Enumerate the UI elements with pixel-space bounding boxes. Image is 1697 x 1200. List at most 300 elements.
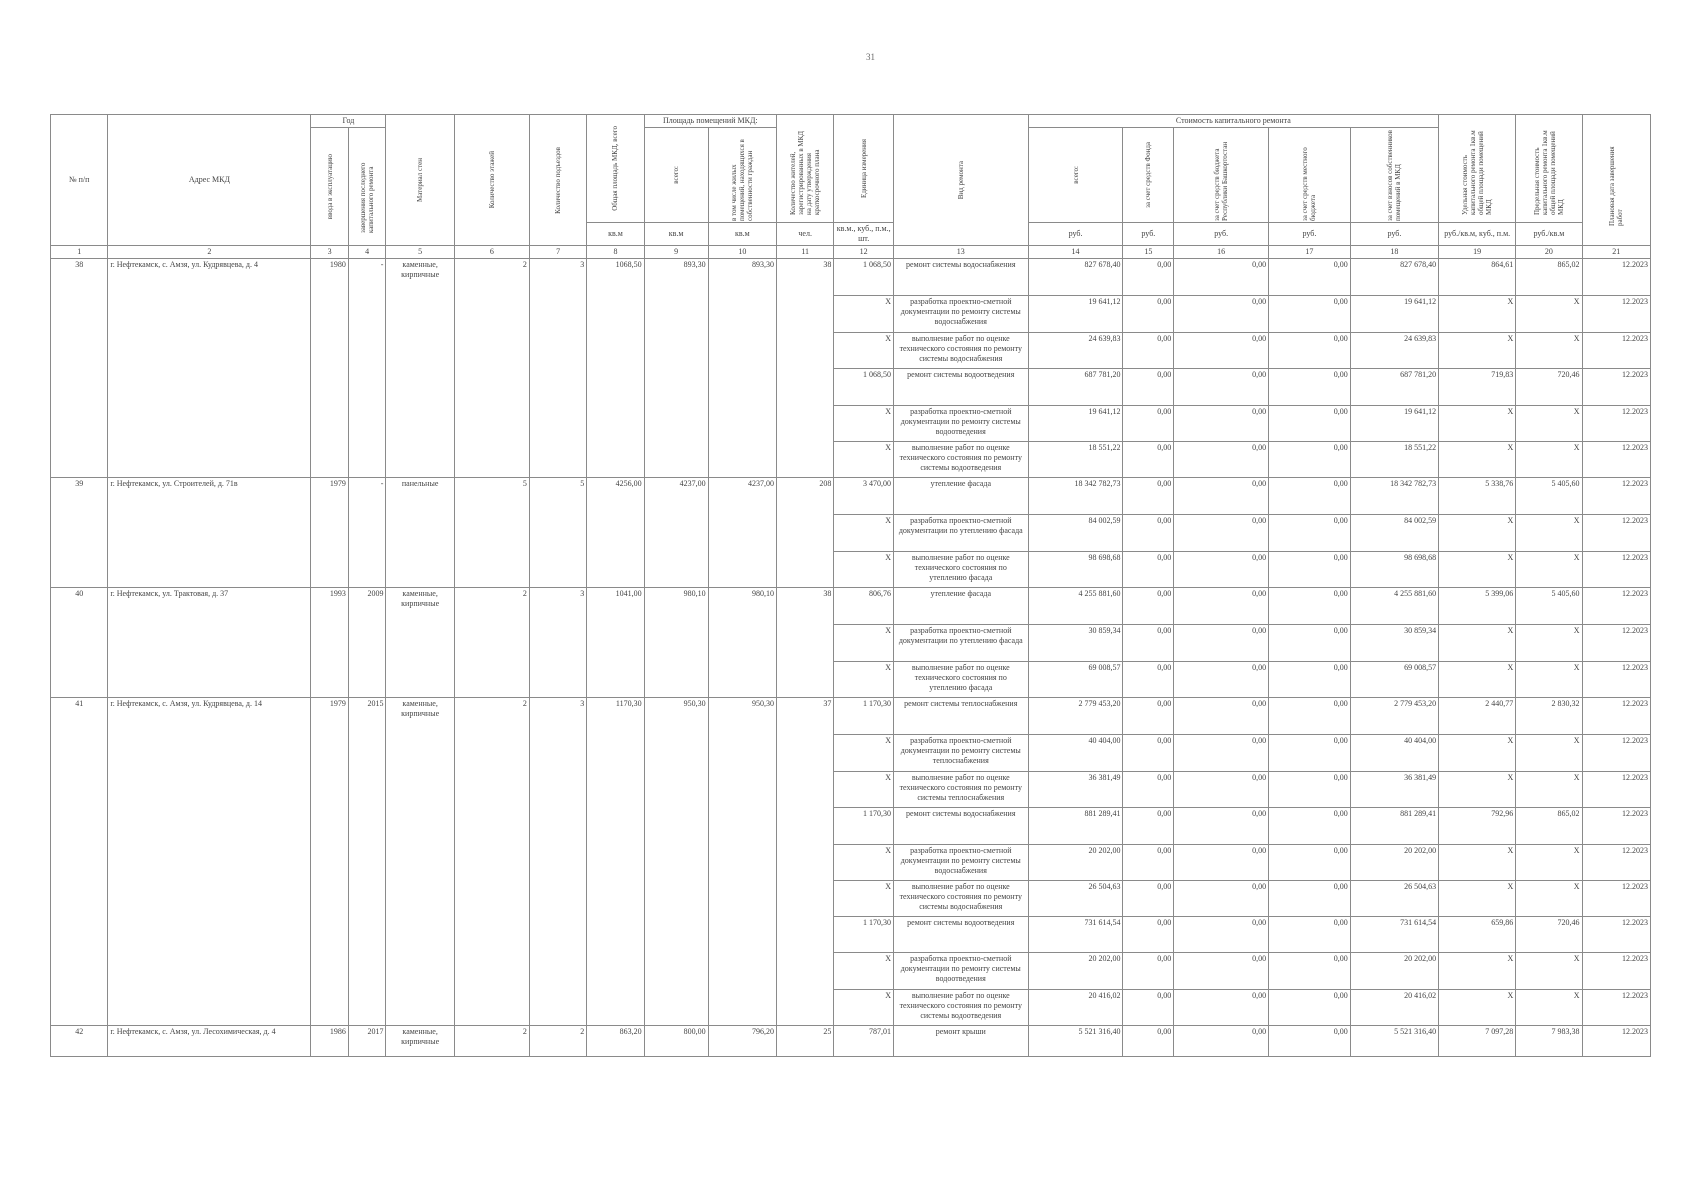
residents-count: 38 <box>777 588 834 698</box>
cost-local: 0,00 <box>1269 442 1351 478</box>
work-type: разработка проектно-сметной документации по утеплению фасада <box>893 625 1028 662</box>
col-number: 20 <box>1516 246 1582 259</box>
cost-total: 18 551,22 <box>1028 442 1123 478</box>
unit-residents: чел. <box>777 223 834 246</box>
floors-count: 2 <box>454 698 529 1026</box>
max-cost: X <box>1516 881 1582 917</box>
end-date: 12.2023 <box>1582 296 1651 333</box>
end-date: 12.2023 <box>1582 1026 1651 1057</box>
work-unit: X <box>834 625 894 662</box>
cost-total: 5 521 316,40 <box>1028 1026 1123 1057</box>
cost-local: 0,00 <box>1269 406 1351 442</box>
cost-fund: 0,00 <box>1123 990 1174 1026</box>
max-cost: X <box>1516 552 1582 588</box>
premises-owned: 4237,00 <box>708 478 776 588</box>
cost-fund: 0,00 <box>1123 406 1174 442</box>
max-cost: 720,46 <box>1516 369 1582 406</box>
cost-fund: 0,00 <box>1123 625 1174 662</box>
cost-local: 0,00 <box>1269 478 1351 515</box>
max-cost: X <box>1516 662 1582 698</box>
house-address: г. Нефтекамск, ул. Трактовая, д. 37 <box>108 588 311 698</box>
cost-total: 19 641,12 <box>1028 406 1123 442</box>
total-area: 4256,00 <box>587 478 644 588</box>
unit-cost: X <box>1439 845 1516 881</box>
house-row <box>51 1026 1651 1057</box>
cost-local: 0,00 <box>1269 296 1351 333</box>
header-repair-type: Вид ремонта <box>893 115 1028 246</box>
cost-republic: 0,00 <box>1174 478 1269 515</box>
work-type: ремонт системы теплоснабжения <box>893 698 1028 735</box>
year-last-repair: - <box>348 259 386 478</box>
header-cost-total: всего: <box>1028 128 1123 223</box>
premises-total: 800,00 <box>644 1026 708 1057</box>
premises-owned: 980,10 <box>708 588 776 698</box>
col-number: 16 <box>1174 246 1269 259</box>
year-last-repair: - <box>348 478 386 588</box>
unit-cost: 5 399,06 <box>1439 588 1516 625</box>
cost-total: 881 289,41 <box>1028 808 1123 845</box>
cost-fund: 0,00 <box>1123 515 1174 552</box>
end-date: 12.2023 <box>1582 406 1651 442</box>
cost-republic: 0,00 <box>1174 333 1269 369</box>
house-address: г. Нефтекамск, с. Амзя, ул. Кудрявцева, д. 4 <box>108 259 311 478</box>
year-commission: 1979 <box>311 478 349 588</box>
work-unit: X <box>834 515 894 552</box>
header-entrances: Количество подъездов <box>529 115 586 246</box>
work-type: разработка проектно-сметной документации по ремонту системы водоснабжения <box>893 845 1028 881</box>
cost-local: 0,00 <box>1269 772 1351 808</box>
unit-cost: 2 440,77 <box>1439 698 1516 735</box>
cost-republic: 0,00 <box>1174 515 1269 552</box>
wall-material: каменные, кирпичные <box>386 698 454 1026</box>
premises-total: 950,30 <box>644 698 708 1026</box>
header-max-cost: Предельная стоимость капитального ремонта 1кв.м общей площади помещений МКД <box>1516 115 1582 223</box>
end-date: 12.2023 <box>1582 333 1651 369</box>
house-num: 41 <box>51 698 108 1026</box>
cost-fund: 0,00 <box>1123 735 1174 772</box>
unit-cost: X <box>1439 296 1516 333</box>
max-cost: X <box>1516 333 1582 369</box>
year-commission: 1979 <box>311 698 349 1026</box>
work-type: выполнение работ по оценке технического состояния по ремонту системы водоснабжения <box>893 333 1028 369</box>
max-cost: 5 405,60 <box>1516 478 1582 515</box>
unit-cost: X <box>1439 442 1516 478</box>
cost-local: 0,00 <box>1269 917 1351 953</box>
unit-cost: 864,61 <box>1439 259 1516 296</box>
end-date: 12.2023 <box>1582 772 1651 808</box>
cost-owners: 4 255 881,60 <box>1350 588 1438 625</box>
unit-cost-total: руб. <box>1028 223 1123 246</box>
cost-fund: 0,00 <box>1123 442 1174 478</box>
cost-republic: 0,00 <box>1174 442 1269 478</box>
house-num: 39 <box>51 478 108 588</box>
unit-cost: 7 097,28 <box>1439 1026 1516 1057</box>
cost-owners: 2 779 453,20 <box>1350 698 1438 735</box>
unit-cost-owners: руб. <box>1350 223 1438 246</box>
work-unit: X <box>834 881 894 917</box>
cost-local: 0,00 <box>1269 953 1351 990</box>
year-last-repair: 2017 <box>348 1026 386 1057</box>
work-type: выполнение работ по оценке технического состояния по ремонту системы водоснабжения <box>893 881 1028 917</box>
col-number: 2 <box>108 246 311 259</box>
max-cost: 5 405,60 <box>1516 588 1582 625</box>
max-cost: X <box>1516 442 1582 478</box>
house-num: 38 <box>51 259 108 478</box>
cost-total: 731 614,54 <box>1028 917 1123 953</box>
header-address: Адрес МКД <box>108 115 311 246</box>
total-area: 1170,30 <box>587 698 644 1026</box>
max-cost: 720,46 <box>1516 917 1582 953</box>
header-year-commission: ввода в эксплуатацию <box>311 128 349 246</box>
header-premises-owned: в том числе жилых помещений, находящихся в собственности граждан <box>708 128 776 223</box>
col-number: 1 <box>51 246 108 259</box>
unit-unit: кв.м., куб., п.м., шт. <box>834 223 894 246</box>
unit-cost: X <box>1439 333 1516 369</box>
end-date: 12.2023 <box>1582 552 1651 588</box>
table-header <box>51 115 1651 259</box>
cost-fund: 0,00 <box>1123 588 1174 625</box>
floors-count: 2 <box>454 259 529 478</box>
end-date: 12.2023 <box>1582 442 1651 478</box>
unit-cost: X <box>1439 953 1516 990</box>
cost-total: 26 504,63 <box>1028 881 1123 917</box>
cost-total: 84 002,59 <box>1028 515 1123 552</box>
cost-local: 0,00 <box>1269 333 1351 369</box>
cost-local: 0,00 <box>1269 259 1351 296</box>
residents-count: 37 <box>777 698 834 1026</box>
max-cost: X <box>1516 990 1582 1026</box>
unit-cost-fund: руб. <box>1123 223 1174 246</box>
end-date: 12.2023 <box>1582 808 1651 845</box>
header-cost-fund: за счет средств Фонда <box>1123 128 1174 223</box>
cost-local: 0,00 <box>1269 808 1351 845</box>
work-type: выполнение работ по оценке технического состояния по ремонту системы водоотведения <box>893 442 1028 478</box>
end-date: 12.2023 <box>1582 698 1651 735</box>
unit-cost-local: руб. <box>1269 223 1351 246</box>
cost-owners: 18 342 782,73 <box>1350 478 1438 515</box>
work-unit: X <box>834 662 894 698</box>
cost-local: 0,00 <box>1269 515 1351 552</box>
house-row <box>51 259 1651 296</box>
unit-cost: X <box>1439 735 1516 772</box>
cost-fund: 0,00 <box>1123 552 1174 588</box>
work-type: утепление фасада <box>893 588 1028 625</box>
year-last-repair: 2015 <box>348 698 386 1026</box>
cost-owners: 827 678,40 <box>1350 259 1438 296</box>
cost-local: 0,00 <box>1269 735 1351 772</box>
cost-fund: 0,00 <box>1123 369 1174 406</box>
unit-cost: X <box>1439 552 1516 588</box>
cost-total: 827 678,40 <box>1028 259 1123 296</box>
work-unit: X <box>834 990 894 1026</box>
cost-local: 0,00 <box>1269 662 1351 698</box>
residents-count: 208 <box>777 478 834 588</box>
cost-owners: 20 202,00 <box>1350 845 1438 881</box>
col-number: 12 <box>834 246 894 259</box>
unit-cost: X <box>1439 662 1516 698</box>
col-number: 8 <box>587 246 644 259</box>
cost-owners: 20 416,02 <box>1350 990 1438 1026</box>
cost-republic: 0,00 <box>1174 881 1269 917</box>
col-number: 21 <box>1582 246 1651 259</box>
work-unit: X <box>834 442 894 478</box>
premises-total: 893,30 <box>644 259 708 478</box>
house-row <box>51 478 1651 515</box>
cost-republic: 0,00 <box>1174 735 1269 772</box>
repair-plan-table <box>50 114 1651 1057</box>
unit-cost-republic: руб. <box>1174 223 1269 246</box>
unit-unit-cost: руб./кв.м, куб., п.м. <box>1439 223 1516 246</box>
cost-republic: 0,00 <box>1174 845 1269 881</box>
end-date: 12.2023 <box>1582 735 1651 772</box>
cost-fund: 0,00 <box>1123 808 1174 845</box>
total-area: 1041,00 <box>587 588 644 698</box>
cost-owners: 26 504,63 <box>1350 881 1438 917</box>
max-cost: X <box>1516 515 1582 552</box>
work-unit: 1 170,30 <box>834 917 894 953</box>
entrances-count: 5 <box>529 478 586 588</box>
work-type: выполнение работ по оценке технического состояния по ремонту системы теплоснабжения <box>893 772 1028 808</box>
cost-local: 0,00 <box>1269 845 1351 881</box>
cost-owners: 19 641,12 <box>1350 296 1438 333</box>
end-date: 12.2023 <box>1582 478 1651 515</box>
work-unit: 1 068,50 <box>834 369 894 406</box>
work-type: разработка проектно-сметной документации по ремонту системы водоотведения <box>893 953 1028 990</box>
cost-total: 98 698,68 <box>1028 552 1123 588</box>
end-date: 12.2023 <box>1582 881 1651 917</box>
cost-republic: 0,00 <box>1174 588 1269 625</box>
header-year-last-repair: завершения последнего капитального ремонта <box>348 128 386 246</box>
cost-total: 40 404,00 <box>1028 735 1123 772</box>
unit-max-cost: руб./кв.м <box>1516 223 1582 246</box>
floors-count: 5 <box>454 478 529 588</box>
cost-fund: 0,00 <box>1123 953 1174 990</box>
premises-owned: 893,30 <box>708 259 776 478</box>
work-unit: 806,76 <box>834 588 894 625</box>
col-number: 18 <box>1350 246 1438 259</box>
cost-local: 0,00 <box>1269 552 1351 588</box>
cost-total: 18 342 782,73 <box>1028 478 1123 515</box>
cost-republic: 0,00 <box>1174 772 1269 808</box>
floors-count: 2 <box>454 588 529 698</box>
unit-cost: X <box>1439 625 1516 662</box>
header-cost-republic: за счет средств бюджета Республики Башкортостан <box>1174 128 1269 223</box>
end-date: 12.2023 <box>1582 662 1651 698</box>
house-address: г. Нефтекамск, с. Амзя, ул. Лесохимическая, д. 4 <box>108 1026 311 1057</box>
cost-local: 0,00 <box>1269 881 1351 917</box>
cost-local: 0,00 <box>1269 990 1351 1026</box>
unit-total-area: кв.м <box>587 223 644 246</box>
entrances-count: 2 <box>529 1026 586 1057</box>
work-type: разработка проектно-сметной документации по ремонту системы водоснабжения <box>893 296 1028 333</box>
header-cost-owners: за счет взносов собственников помещений в МКД <box>1350 128 1438 223</box>
unit-cost: X <box>1439 881 1516 917</box>
work-type: разработка проектно-сметной документации по ремонту системы водоотведения <box>893 406 1028 442</box>
unit-premises-total: кв.м <box>644 223 708 246</box>
max-cost: 7 983,38 <box>1516 1026 1582 1057</box>
cost-republic: 0,00 <box>1174 808 1269 845</box>
work-type: выполнение работ по оценке технического состояния по утеплению фасада <box>893 662 1028 698</box>
work-unit: 1 068,50 <box>834 259 894 296</box>
entrances-count: 3 <box>529 259 586 478</box>
max-cost: 865,02 <box>1516 808 1582 845</box>
cost-republic: 0,00 <box>1174 953 1269 990</box>
col-number: 17 <box>1269 246 1351 259</box>
col-number: 14 <box>1028 246 1123 259</box>
end-date: 12.2023 <box>1582 369 1651 406</box>
wall-material: каменные, кирпичные <box>386 259 454 478</box>
header-premises-total: всего: <box>644 128 708 223</box>
max-cost: X <box>1516 296 1582 333</box>
entrances-count: 3 <box>529 698 586 1026</box>
residents-count: 25 <box>777 1026 834 1057</box>
cost-total: 20 202,00 <box>1028 845 1123 881</box>
work-type: выполнение работ по оценке технического состояния по утеплению фасада <box>893 552 1028 588</box>
cost-owners: 36 381,49 <box>1350 772 1438 808</box>
cost-total: 19 641,12 <box>1028 296 1123 333</box>
header-year-group: Год <box>311 115 386 128</box>
cost-total: 36 381,49 <box>1028 772 1123 808</box>
cost-local: 0,00 <box>1269 698 1351 735</box>
header-total-area: Общая площадь МКД, всего <box>587 115 644 223</box>
cost-local: 0,00 <box>1269 369 1351 406</box>
max-cost: X <box>1516 845 1582 881</box>
cost-total: 4 255 881,60 <box>1028 588 1123 625</box>
header-unit-cost: Удельная стоимость капитального ремонта 1кв.м общей площади помещений МКД <box>1439 115 1516 223</box>
cost-local: 0,00 <box>1269 625 1351 662</box>
end-date: 12.2023 <box>1582 588 1651 625</box>
total-area: 1068,50 <box>587 259 644 478</box>
cost-owners: 98 698,68 <box>1350 552 1438 588</box>
floors-count: 2 <box>454 1026 529 1057</box>
cost-fund: 0,00 <box>1123 296 1174 333</box>
table-body <box>51 259 1651 1057</box>
cost-republic: 0,00 <box>1174 406 1269 442</box>
work-type: утепление фасада <box>893 478 1028 515</box>
cost-total: 24 639,83 <box>1028 333 1123 369</box>
work-unit: X <box>834 735 894 772</box>
cost-fund: 0,00 <box>1123 1026 1174 1057</box>
work-type: ремонт системы водоснабжения <box>893 808 1028 845</box>
cost-republic: 0,00 <box>1174 369 1269 406</box>
header-residents: Количество жителей, зарегистрированных в МКД на дату утверждения краткосрочного плана <box>777 115 834 223</box>
end-date: 12.2023 <box>1582 259 1651 296</box>
cost-fund: 0,00 <box>1123 698 1174 735</box>
end-date: 12.2023 <box>1582 917 1651 953</box>
house-num: 40 <box>51 588 108 698</box>
end-date: 12.2023 <box>1582 625 1651 662</box>
max-cost: 2 830,32 <box>1516 698 1582 735</box>
cost-republic: 0,00 <box>1174 698 1269 735</box>
unit-cost: X <box>1439 990 1516 1026</box>
cost-owners: 881 289,41 <box>1350 808 1438 845</box>
unit-cost: X <box>1439 406 1516 442</box>
work-unit: 1 170,30 <box>834 698 894 735</box>
col-number: 5 <box>386 246 454 259</box>
header-cost-local: за счет средств местного бюджета <box>1269 128 1351 223</box>
entrances-count: 3 <box>529 588 586 698</box>
max-cost: X <box>1516 953 1582 990</box>
premises-owned: 950,30 <box>708 698 776 1026</box>
cost-republic: 0,00 <box>1174 625 1269 662</box>
max-cost: 865,02 <box>1516 259 1582 296</box>
cost-fund: 0,00 <box>1123 662 1174 698</box>
total-area: 863,20 <box>587 1026 644 1057</box>
col-number: 13 <box>893 246 1028 259</box>
header-wall-material: Материал стен <box>386 115 454 246</box>
work-unit: X <box>834 552 894 588</box>
cost-republic: 0,00 <box>1174 1026 1269 1057</box>
unit-cost: 719,83 <box>1439 369 1516 406</box>
header-cost-group: Стоимость капитального ремонта <box>1028 115 1438 128</box>
col-number: 15 <box>1123 246 1174 259</box>
end-date: 12.2023 <box>1582 990 1651 1026</box>
house-address: г. Нефтекамск, ул. Строителей, д. 71в <box>108 478 311 588</box>
work-unit: 787,01 <box>834 1026 894 1057</box>
cost-total: 20 416,02 <box>1028 990 1123 1026</box>
year-commission: 1993 <box>311 588 349 698</box>
max-cost: X <box>1516 406 1582 442</box>
cost-owners: 30 859,34 <box>1350 625 1438 662</box>
residents-count: 38 <box>777 259 834 478</box>
col-number: 10 <box>708 246 776 259</box>
cost-republic: 0,00 <box>1174 296 1269 333</box>
cost-total: 30 859,34 <box>1028 625 1123 662</box>
cost-republic: 0,00 <box>1174 552 1269 588</box>
unit-cost: 792,96 <box>1439 808 1516 845</box>
unit-cost: X <box>1439 772 1516 808</box>
cost-owners: 40 404,00 <box>1350 735 1438 772</box>
house-address: г. Нефтекамск, с. Амзя, ул. Кудрявцева, д. 14 <box>108 698 311 1026</box>
work-type: ремонт системы водоотведения <box>893 369 1028 406</box>
header-unit: Единица измерения <box>834 115 894 223</box>
column-number-row <box>51 246 1651 259</box>
max-cost: X <box>1516 625 1582 662</box>
work-type: выполнение работ по оценке технического состояния по ремонту системы водоотведения <box>893 990 1028 1026</box>
col-number: 3 <box>311 246 349 259</box>
work-unit: 3 470,00 <box>834 478 894 515</box>
cost-local: 0,00 <box>1269 1026 1351 1057</box>
cost-owners: 24 639,83 <box>1350 333 1438 369</box>
max-cost: X <box>1516 772 1582 808</box>
house-row <box>51 588 1651 625</box>
cost-fund: 0,00 <box>1123 259 1174 296</box>
cost-local: 0,00 <box>1269 588 1351 625</box>
max-cost: X <box>1516 735 1582 772</box>
cost-republic: 0,00 <box>1174 259 1269 296</box>
wall-material: каменные, кирпичные <box>386 1026 454 1057</box>
cost-fund: 0,00 <box>1123 772 1174 808</box>
cost-fund: 0,00 <box>1123 917 1174 953</box>
work-unit: X <box>834 772 894 808</box>
premises-total: 4237,00 <box>644 478 708 588</box>
wall-material: панельные <box>386 478 454 588</box>
work-unit: X <box>834 406 894 442</box>
cost-fund: 0,00 <box>1123 478 1174 515</box>
col-number: 4 <box>348 246 386 259</box>
work-type: разработка проектно-сметной документации по ремонту системы теплоснабжения <box>893 735 1028 772</box>
cost-republic: 0,00 <box>1174 662 1269 698</box>
cost-owners: 19 641,12 <box>1350 406 1438 442</box>
unit-cost: 5 338,76 <box>1439 478 1516 515</box>
work-unit: X <box>834 953 894 990</box>
work-unit: X <box>834 845 894 881</box>
page-number: 31 <box>866 52 875 62</box>
end-date: 12.2023 <box>1582 845 1651 881</box>
house-num: 42 <box>51 1026 108 1057</box>
header-floors: Количество этажей <box>454 115 529 246</box>
year-commission: 1986 <box>311 1026 349 1057</box>
